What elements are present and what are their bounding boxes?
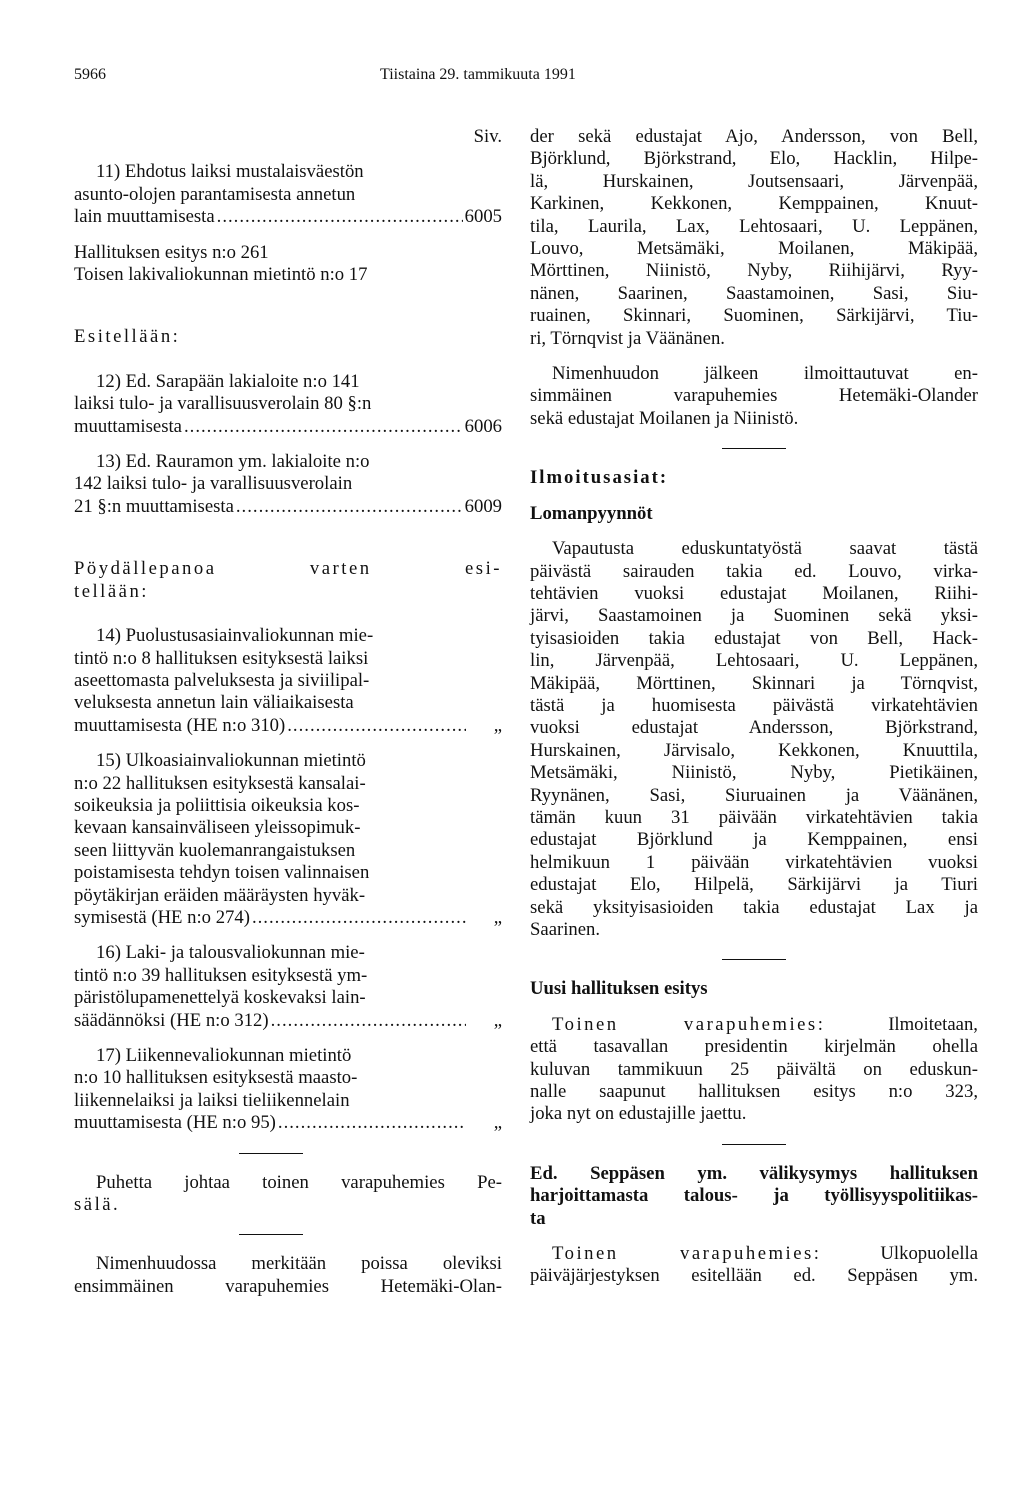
- paragraph-line: sekä yksityisasioiden takia edustajat Lax ja: [530, 896, 978, 918]
- heading-line: Ed. Seppäsen ym. välikysymys hallituksen: [530, 1162, 978, 1184]
- section-label-poydallepanoa-2: tellään:: [74, 580, 149, 602]
- section-label-poydallepanoa: Pöydällepanoa varten esi-: [74, 558, 502, 580]
- heading-line: harjoittamasta talous- ja työllisyyspolitiikas-: [530, 1185, 978, 1207]
- paragraph-line: edustajat Elo, Hilpelä, Särkijärvi ja Tiuri: [530, 874, 978, 896]
- item-line: liikennelaiksi ja laiksi tieliikennelain: [74, 1089, 350, 1111]
- paragraph-line: lin, Järvenpää, Lehtosaari, U. Leppänen,: [530, 650, 978, 672]
- item-line: tintö n:o 39 hallituksen esityksestä ym-: [74, 964, 368, 986]
- toc-entry: [74, 1112, 502, 1134]
- left-column: [74, 126, 502, 1298]
- item-line: 12) Ed. Sarapään lakialoite n:o 141: [96, 370, 360, 392]
- section-divider: [722, 1144, 786, 1145]
- item-line: soikeuksia ja poliittisia oikeuksia kos-: [74, 794, 360, 816]
- item-line: muuttamisesta: [74, 415, 182, 437]
- agenda-item-11: [74, 161, 502, 286]
- item-line: 11) Ehdotus laiksi mustalaisväestön: [96, 161, 364, 183]
- heading-lomanpyynnot: Lomanpyynnöt: [530, 502, 653, 524]
- item-line: seen liittyvän kuolemanrangaistuksen: [74, 839, 356, 861]
- paragraph-line: joka nyt on edustajille jaettu.: [530, 1103, 747, 1125]
- paragraph-line: päivästä sairauden takia ed. Louvo, virka-: [530, 560, 978, 582]
- paragraph-late-arrivals: [530, 363, 978, 430]
- leader-dots: [236, 496, 463, 518]
- speech-text: Ilmoitetaan,: [825, 1013, 978, 1035]
- paragraph-line: helmikuun 1 päivään virkatehtävien vuoksi: [530, 851, 978, 873]
- right-column: [530, 126, 978, 1288]
- paragraph-line: Louvo, Metsämäki, Moilanen, Mäkipää,: [530, 238, 978, 260]
- paragraph-line: tämän kuun 31 päivään virkatehtävien takia: [530, 806, 978, 828]
- item-line: säädännöksi (HE n:o 312): [74, 1009, 269, 1031]
- page-number: 5966: [74, 66, 106, 83]
- paragraph-line: ri, Törnqvist ja Väänänen.: [530, 327, 725, 349]
- speaker-name: Toinen varapuhemies:: [552, 1243, 822, 1265]
- toc-entry: [74, 1010, 502, 1032]
- paragraph-line: järvi, Saastamoinen ja Suominen sekä yksi-: [530, 605, 978, 627]
- heading-uusi-hallituksen-esitys: Uusi hallituksen esitys: [530, 978, 708, 1000]
- item-line: laiksi tulo- ja varallisuusverolain 80 §:n: [74, 393, 372, 415]
- toc-entry: [74, 715, 502, 737]
- item-line: muuttamisesta (HE n:o 95): [74, 1112, 276, 1134]
- heading-interpellation: [530, 1163, 978, 1230]
- toc-entry: [74, 416, 502, 438]
- item-line: lain muuttamisesta: [74, 206, 215, 228]
- agenda-item-14: [74, 625, 502, 737]
- item-line: symisestä (HE n:o 274): [74, 906, 250, 928]
- toc-entry: [74, 907, 502, 929]
- paragraph-line: sekä edustajat Moilanen ja Niinistö.: [530, 407, 799, 429]
- paragraph-line: der sekä edustajat Ajo, Andersson, von Bell,: [530, 126, 978, 147]
- item-line: kevaan kansainväliseen yleissopimuk-: [74, 817, 361, 839]
- paragraph-line: vuoksi edustajat Andersson, Björkstrand,: [530, 717, 978, 739]
- item-line: 15) Ulkoasiainvaliokunnan mietintö: [96, 750, 366, 772]
- paragraph-line: Björklund, Björkstrand, Elo, Hacklin, Hilpe-: [530, 148, 978, 170]
- page-ref: „: [493, 714, 502, 736]
- paragraph-line: tästä ja huomisesta päivästä virkatehtävien: [530, 694, 978, 716]
- paragraph-line: Saarinen.: [530, 919, 601, 940]
- heading-ilmoitusasiat: Ilmoitusasiat:: [530, 467, 669, 489]
- paragraph-absent-members: [530, 126, 978, 350]
- paragraph-line: että tasavallan presidentin kirjelmän ohella: [530, 1036, 978, 1058]
- paragraph-line: Mäkipää, Mörttinen, Skinnari ja Törnqvist,: [530, 672, 978, 694]
- section-divider: [239, 1153, 303, 1154]
- paragraph-line: Ryynänen, Sasi, Siuruainen ja Väänänen,: [530, 784, 978, 806]
- page-ref: „: [493, 1009, 502, 1031]
- paragraph-line: ruainen, Skinnari, Suominen, Särkijärvi, Tiu-: [530, 305, 978, 327]
- section-divider: [239, 1234, 303, 1235]
- paragraph-line: tehtävien vuoksi edustajat Moilanen, Riihi-: [530, 582, 978, 604]
- toc-entry: [74, 496, 502, 518]
- paragraph-line: nalle saapunut hallituksen esitys n:o 323,: [530, 1081, 978, 1103]
- reference-line: Toisen lakivaliokunnan mietintö n:o 17: [74, 264, 368, 286]
- item-line: muuttamisesta (HE n:o 310): [74, 714, 286, 736]
- agenda-item-12: [74, 371, 502, 438]
- paragraph-line: nänen, Saarinen, Saastamoinen, Sasi, Siu-: [530, 282, 978, 304]
- paragraph-line: Nimenhuudon jälkeen ilmoittautuvat en-: [552, 363, 978, 385]
- leader-dots: [271, 1010, 466, 1032]
- item-line: n:o 22 hallituksen esityksestä kansalai-: [74, 772, 366, 794]
- paragraph-line: Mörttinen, Niinistö, Nyby, Riihijärvi, Ryy-: [530, 260, 978, 282]
- paragraph-line: tila, Laurila, Lax, Lehtosaari, U. Leppänen,: [530, 215, 978, 237]
- item-line: 21 §:n muuttamisesta: [74, 495, 234, 517]
- agenda-item-17: [74, 1045, 502, 1135]
- page-ref: 6006: [464, 415, 502, 437]
- agenda-item-13: [74, 451, 502, 518]
- paragraph-line: [530, 1014, 978, 1036]
- leader-dots: [278, 1112, 466, 1134]
- item-line: 13) Ed. Rauramon ym. lakialoite n:o: [96, 451, 370, 473]
- paragraph-line: ensimmäinen varapuhemies Hetemäki-Olan-: [74, 1275, 502, 1297]
- leader-dots: [217, 206, 463, 228]
- paragraph-line: Puhetta johtaa toinen varapuhemies Pe-: [96, 1171, 502, 1193]
- speech-text: Ulkopuolella: [821, 1243, 978, 1265]
- paragraph-line: edustajat Björklund ja Kemppainen, ensi: [530, 829, 978, 851]
- paragraph-new-bill: [530, 1014, 978, 1126]
- page-ref: „: [493, 1112, 502, 1134]
- leader-dots: [184, 416, 463, 438]
- item-line: pöytäkirjan eräiden määräysten hyväk-: [74, 884, 366, 906]
- page-ref: „: [493, 906, 502, 928]
- leader-dots: [287, 715, 466, 737]
- section-label-esitellaan: Esitellään:: [74, 326, 181, 348]
- item-line: 16) Laki- ja talousvaliokunnan mie-: [96, 942, 365, 964]
- agenda-item-15: [74, 750, 502, 929]
- item-line: tintö n:o 8 hallituksen esityksestä laiksi: [74, 647, 369, 669]
- toc-entry: [74, 206, 502, 228]
- paragraph-line: Hurskainen, Järvisalo, Kekkonen, Knuuttila,: [530, 739, 978, 761]
- paragraph-line: simmäinen varapuhemies Hetemäki-Olander: [530, 385, 978, 407]
- page-header: [74, 66, 974, 90]
- item-line: asunto-olojen parantamisesta annetun: [74, 183, 356, 205]
- page-ref: 6009: [464, 495, 502, 517]
- paragraph-line: Karkinen, Kekkonen, Kemppainen, Knuut-: [530, 193, 978, 215]
- leader-dots: [252, 907, 466, 929]
- item-line: poistamisesta tehdyn toisen valinnaisen: [74, 862, 370, 884]
- siv-label: Siv.: [473, 126, 502, 147]
- paragraph-line: päiväjärjestyksen esitellään ed. Seppäsen ym.: [530, 1265, 978, 1287]
- paragraph-line: kuluvan tammikuun 25 päivältä on eduskun-: [530, 1058, 978, 1080]
- agenda-item-16: [74, 942, 502, 1032]
- paragraph-line: Nimenhuudossa merkitään poissa oleviksi: [96, 1253, 502, 1275]
- paragraph-line: sälä.: [74, 1194, 121, 1216]
- item-line: n:o 10 hallituksen esityksestä maasto-: [74, 1067, 358, 1089]
- paragraph-line: [530, 1243, 978, 1265]
- running-head: Tiistaina 29. tammikuuta 1991: [380, 66, 576, 83]
- paragraph-line: lä, Hurskainen, Joutsensaari, Järvenpää,: [530, 170, 978, 192]
- paragraph-leave-requests: [530, 538, 978, 941]
- item-line: päristölupamenettelyä koskevaksi lain-: [74, 987, 366, 1009]
- paragraph-line: Metsämäki, Niinistö, Nyby, Pietikäinen,: [530, 762, 978, 784]
- paragraph-line: Vapautusta eduskuntatyöstä saavat tästä: [552, 538, 978, 560]
- item-line: veluksesta annetun lain väliaikaisesta: [74, 692, 354, 714]
- item-line: 17) Liikennevaliokunnan mietintö: [96, 1045, 352, 1066]
- section-divider: [722, 959, 786, 960]
- item-line: aseettomasta palveluksesta ja siviilipal-: [74, 669, 370, 691]
- paragraph-interpellation: [530, 1243, 978, 1288]
- section-divider: [722, 448, 786, 449]
- item-line: 142 laiksi tulo- ja varallisuusverolain: [74, 473, 353, 495]
- page-ref: 6005: [464, 206, 502, 228]
- reference-line: Hallituksen esitys n:o 261: [74, 241, 269, 263]
- speaker-name: Toinen varapuhemies:: [552, 1013, 826, 1035]
- item-line: 14) Puolustusasiainvaliokunnan mie-: [96, 625, 374, 647]
- heading-line: ta: [530, 1207, 546, 1229]
- paragraph-line: tyisasioiden takia edustajat von Bell, Hack-: [530, 627, 978, 649]
